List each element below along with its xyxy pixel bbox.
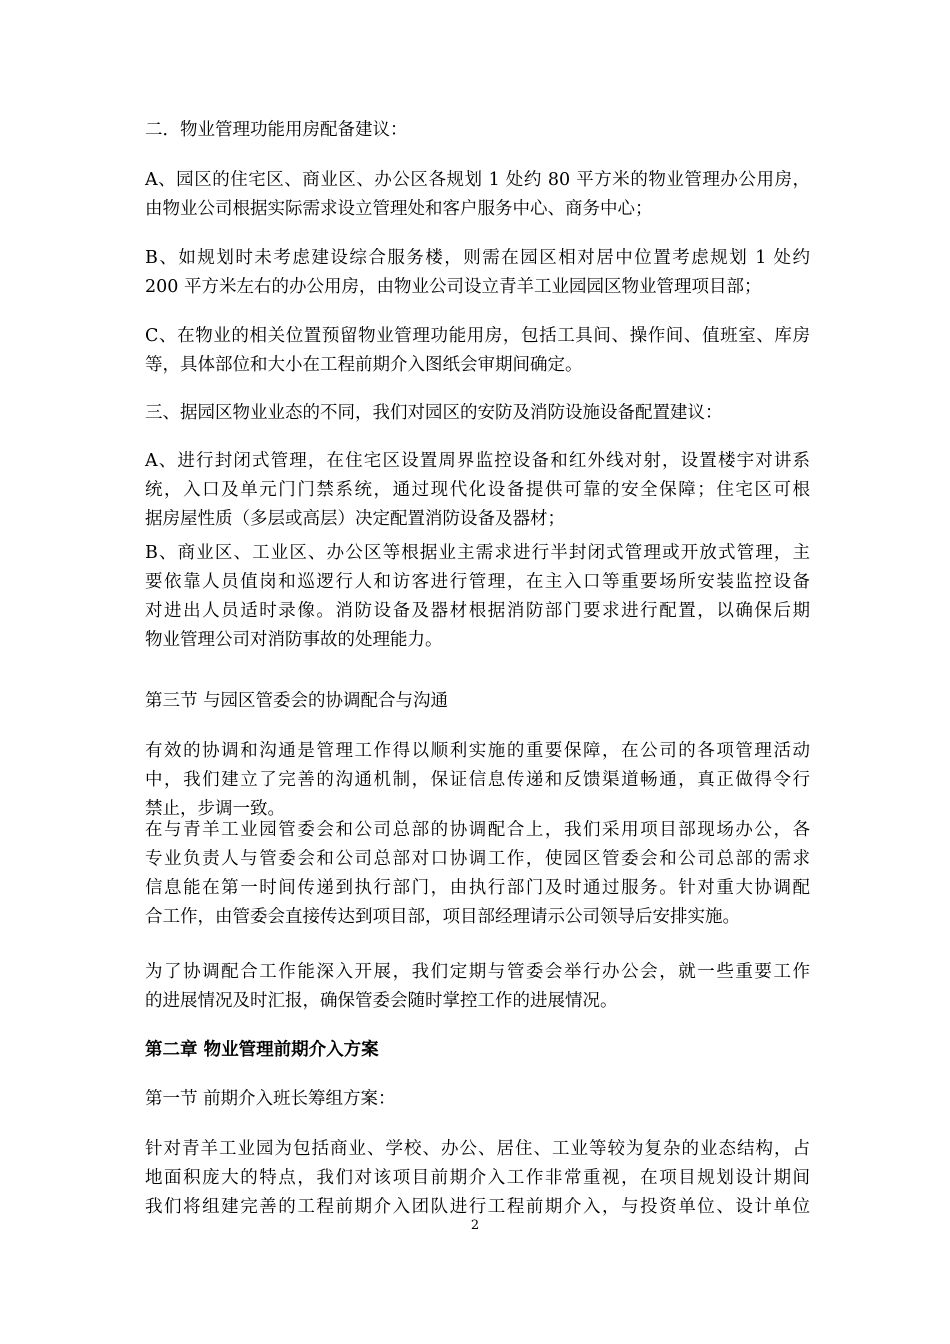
page-number: 2 (470, 1218, 480, 1233)
chapter-heading-two (145, 1036, 810, 1065)
section-heading-section-three (145, 687, 810, 716)
paragraph-line: C、在物业的相关位置预留物业管理功能用房，包括工具间、操作间、值班室、库房 (145, 326, 810, 346)
paragraph-communication-importance (145, 737, 810, 824)
paragraph-line: 中，我们建立了完善的沟通机制，保证信息传递和反馈渠道畅通，真正做得令行 (145, 770, 810, 790)
paragraph-item-a-closed-management (145, 447, 810, 534)
paragraph-line: 对进出人员适时录像。消防设备及器材根据消防部门要求进行配置，以确保后期 (145, 601, 810, 621)
paragraph-line: 第一节 前期介入班长筹组方案： (145, 1089, 396, 1109)
paragraph-line: 我们将组建完善的工程前期介入团队进行工程前期介入，与投资单位、设计单位 (145, 1197, 810, 1217)
paragraph-line: 地面积庞大的特点，我们对该项目前期介入工作非常重视，在项目规划设计期间 (145, 1168, 810, 1188)
paragraph-line: 三、据园区物业业态的不同，我们对园区的安防及消防设施设备配置建议： (145, 403, 723, 423)
paragraph-line: B、商业区、工业区、办公区等根据业主需求进行半封闭式管理或开放式管理，主 (145, 543, 810, 563)
paragraph-line: 在与青羊工业园管委会和公司总部的协调配合上，我们采用项目部现场办公，各 (145, 820, 810, 840)
paragraph-line: 物业管理公司对消防事故的处理能力。 (145, 630, 443, 650)
section-heading-security-fire (145, 399, 810, 428)
paragraph-line: 由物业公司根据实际需求设立管理处和客户服务中心、商务中心； (145, 199, 653, 219)
paragraph-line: B、如规划时未考虑建设综合服务楼，则需在园区相对居中位置考虑规划 1 处约 (145, 248, 810, 268)
paragraph-line: 第二章 物业管理前期介入方案 (145, 1040, 379, 1060)
paragraph-regular-meetings (145, 958, 810, 1016)
paragraph-line: 有效的协调和沟通是管理工作得以顺利实施的重要保障，在公司的各项管理活动 (145, 741, 810, 761)
paragraph-coordination-method (145, 816, 810, 932)
paragraph-line: 要依靠人员值岗和巡逻行人和访客进行管理，在主入口等重要场所安装监控设备 (145, 572, 810, 592)
paragraph-line: 第三节 与园区管委会的协调配合与沟通 (145, 691, 449, 711)
paragraph-line: 针对青羊工业园为包括商业、学校、办公、居住、工业等较为复杂的业态结构，占 (145, 1139, 810, 1159)
paragraph-line: A、进行封闭式管理，在住宅区设置周界监控设备和红外线对射，设置楼宇对讲系 (145, 451, 810, 471)
section-heading-section-one (145, 1085, 810, 1114)
section-heading-property-rooms (145, 116, 810, 145)
paragraph-line: 二．物业管理功能用房配备建议： (145, 120, 408, 140)
paragraph-line: 的进展情况及时汇报，确保管委会随时掌控工作的进展情况。 (145, 991, 618, 1011)
paragraph-line: 信息能在第一时间传递到执行部门，由执行部门及时通过服务。针对重大协调配 (145, 878, 810, 898)
paragraph-line: 据房屋性质（多层或高层）决定配置消防设备及器材； (145, 509, 565, 529)
paragraph-line: A、园区的住宅区、商业区、办公区各规划 1 处约 80 平方米的物业管理办公用房， (145, 170, 810, 190)
paragraph-line: 200 平方米左右的办公用房，由物业公司设立青羊工业园园区物业管理项目部； (145, 277, 762, 297)
paragraph-line: 专业负责人与管委会和公司总部对口协调工作，使园区管委会和公司总部的需求 (145, 849, 810, 869)
paragraph-item-b-semi-closed-management (145, 539, 810, 655)
paragraph-line: 为了协调配合工作能深入开展，我们定期与管委会举行办公会，就一些重要工作 (145, 962, 810, 982)
paragraph-line: 等，具体部位和大小在工程前期介入图纸会审期间确定。 (145, 355, 583, 375)
paragraph-team-formation (145, 1135, 810, 1222)
paragraph-item-c-function-rooms (145, 322, 810, 380)
paragraph-line: 禁止，步调一致。 (145, 799, 285, 819)
paragraph-line: 合工作，由管委会直接传达到项目部，项目部经理请示公司领导后安排实施。 (145, 907, 740, 927)
paragraph-item-a-office-rooms (145, 166, 810, 224)
paragraph-item-b-service-building (145, 244, 810, 302)
paragraph-line: 统，入口及单元门门禁系统，通过现代化设备提供可靠的安全保障；住宅区可根 (145, 480, 810, 500)
